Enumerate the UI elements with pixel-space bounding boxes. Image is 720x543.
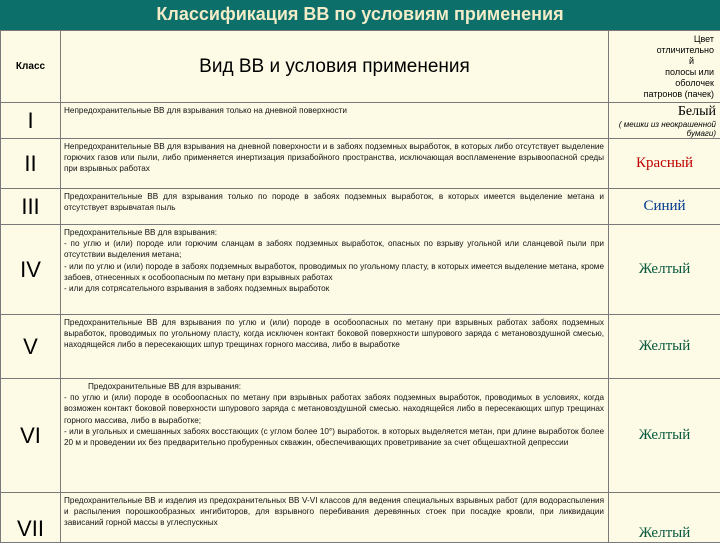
description-line: - или для сотрясательного взрывания в забоях подземных выработок (64, 283, 604, 294)
description-line: Предохранительные ВВ и изделия из предохранительных ВВ V-VI классов для ведения специальных взрывных работ (для водораспыления и распыления порошкообразных ингибиторов, для взрывного перебивания деревянных стоек при посадке кровли, при ликвидации зависаний горной массы в углеспускных (64, 495, 604, 529)
class-description (61, 379, 609, 493)
table-row (1, 315, 720, 379)
header-color-line: полосы или (609, 67, 714, 78)
table-row (1, 139, 720, 189)
class-number: III (1, 189, 61, 225)
table-row (1, 103, 720, 139)
table-row (1, 225, 720, 315)
header-color-line: отличительно (609, 45, 714, 56)
class-description (61, 103, 609, 139)
header-color-line: Цвет (609, 34, 714, 45)
marking-color: Желтый (609, 379, 720, 493)
class-number: IV (1, 225, 61, 315)
header-type: Вид ВВ и условия применения (61, 31, 609, 103)
table-row (1, 379, 720, 493)
color-label: Белый (678, 104, 716, 119)
description-line: - по углю и (или) породе или горючим сланцам в забоях подземных выработок, опасных по взрыву угольной или сланцевой пыли при отсутствии выделения метана; (64, 238, 604, 260)
header-color-line: й (609, 56, 714, 67)
description-line: Предохранительные ВВ для взрывания: (64, 381, 604, 392)
table-row (1, 189, 720, 225)
description-line: Непредохранительные ВВ для взрывания только на дневной поверхности (64, 105, 604, 116)
marking-color (609, 103, 720, 139)
class-description (61, 225, 609, 315)
description-line: Предохранительные ВВ для взрывания по углю и (или) породе в особоопасных по метану при взрывных работах забоях подземных выработок, проводимых по угольному пласту, когда исключен контакт боковой поверхности шпурового заряда с метановоздушной смесью, находящейся либо в пересекающих шпур трещинах горного массива, либо в выработке (64, 317, 604, 351)
header-color-line: оболочек (609, 78, 714, 89)
table-row (1, 493, 720, 543)
marking-color: Красный (609, 139, 720, 189)
header-color-line: патронов (пачек) (609, 89, 714, 100)
description-line: Предохранительные ВВ для взрывания: (64, 227, 604, 238)
class-number: VII (1, 493, 61, 543)
description-line: - или по углю и (или) породе в забоях подземных выработок, проводимых по угольному пласту, в которых имеется выделение метана, кроме забоев, отнесенных к особоопасным по метану при взрывных работах (64, 261, 604, 283)
class-number: I (1, 103, 61, 139)
marking-color: Синий (609, 189, 720, 225)
class-number: II (1, 139, 61, 189)
class-description (61, 189, 609, 225)
marking-color: Желтый (609, 225, 720, 315)
description-line: - или в угольных и смешанных забоях восстающих (с углом более 10°) выработок. в которых выделяется метан, при длине выработок более 20 м и проведении их без предварительно пробуренных скважин, обеспечивающих проветривание за счет общешахтной депрессии (64, 426, 604, 448)
marking-color: Желтый (609, 493, 720, 543)
class-number: V (1, 315, 61, 379)
class-number: VI (1, 379, 61, 493)
class-description (61, 139, 609, 189)
description-line: Непредохранительные ВВ для взрывания на дневной поверхности и в забоях подземных выработок, в которых либо отсутствует выделение горючих газов или пыли, либо применяется инертизация призабойного пространства, исключающая воспламенение взрывоопасной среды при взрывных работах (64, 141, 604, 175)
class-description (61, 315, 609, 379)
header-class: Класс (1, 31, 61, 103)
page-title: Классификация ВВ по условиям применения (0, 4, 720, 25)
color-note: ( мешки из неокрашенной бумаги) (609, 120, 716, 138)
marking-color: Желтый (609, 315, 720, 379)
header-color (609, 31, 720, 103)
class-description (61, 493, 609, 543)
description-line: Предохранительные ВВ для взрывания только по породе в забоях подземных выработок, в которых имеется выделение метана и отсутствует взрывчатая пыль (64, 191, 604, 213)
header-row (1, 31, 720, 103)
description-line: - по углю и (или) породе в особоопасных по метану при взрывных работах забоях подземных выработок, проводимых в условиях, когда возможен контакт боковой поверхности шпурового заряда с метановоздушной смесью. находящейся либо в пересекающих шпур трещинах горного массива, либо в выработке; (64, 392, 604, 426)
classification-table (0, 30, 720, 543)
